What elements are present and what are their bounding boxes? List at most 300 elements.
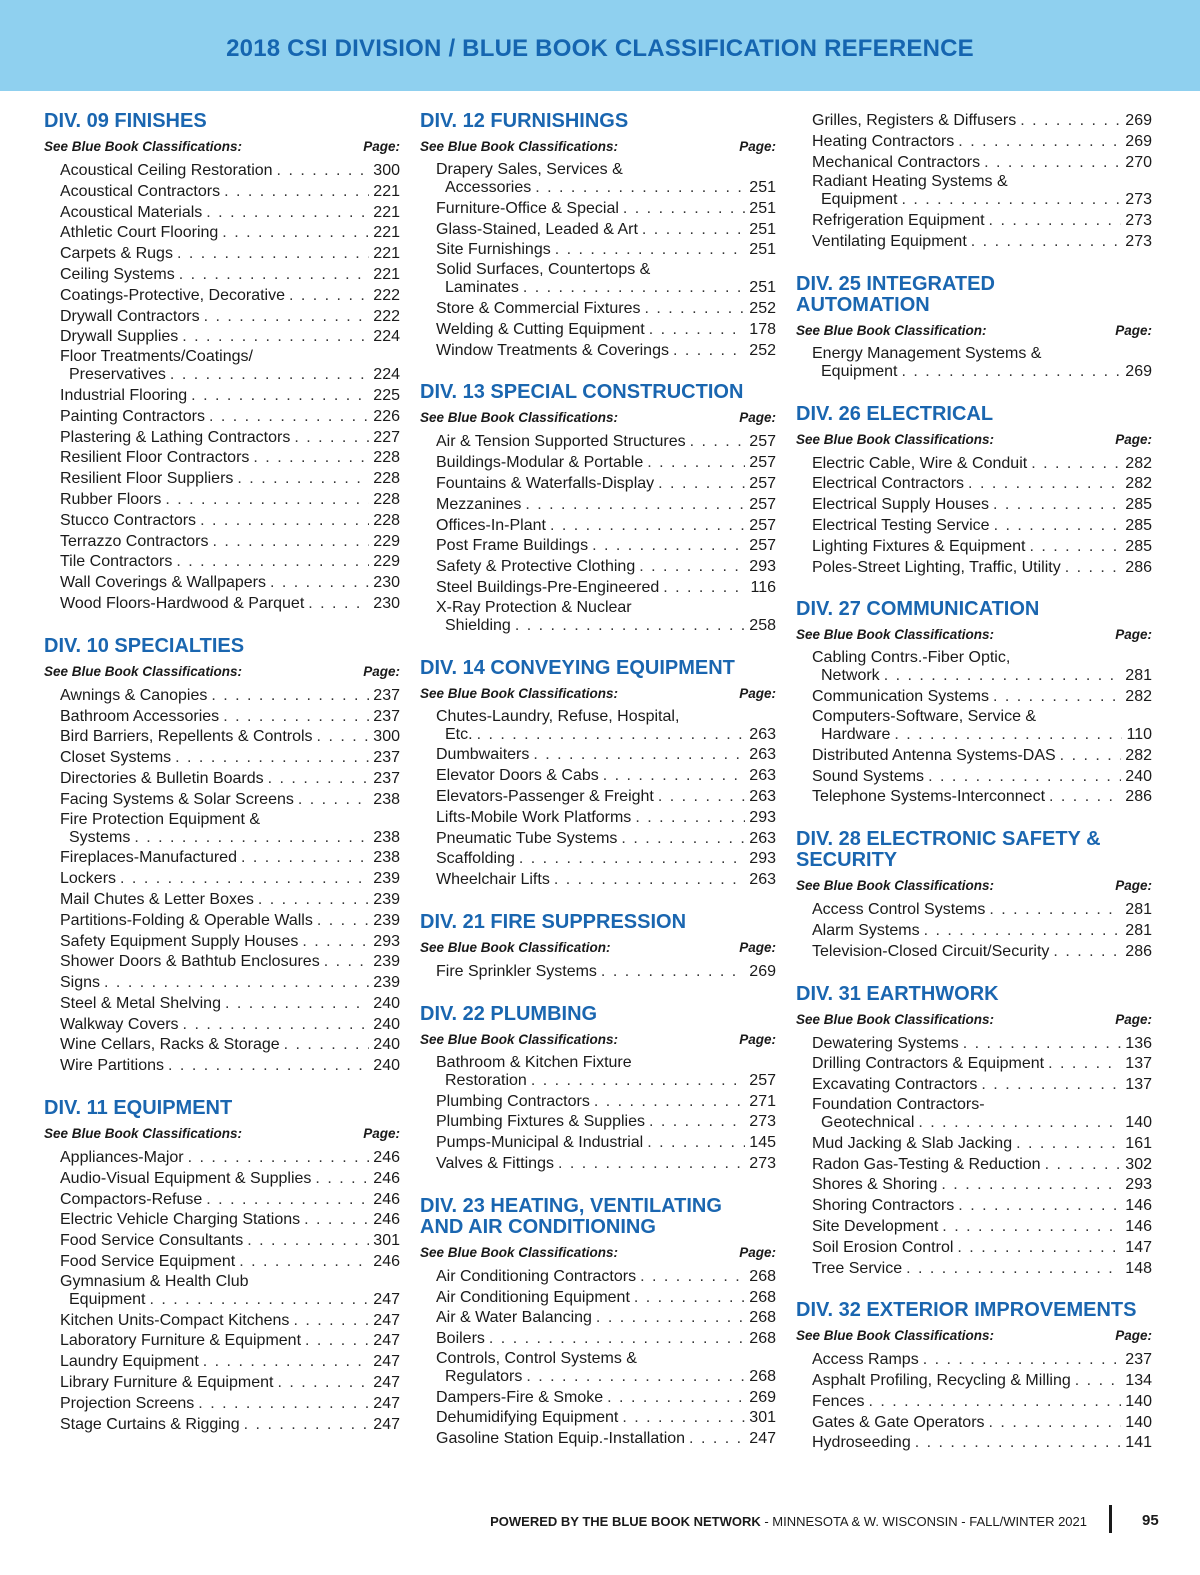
item-row [60, 469, 400, 490]
item-name: Walkway Covers [60, 1015, 179, 1033]
item-page: 140 [1125, 1113, 1152, 1131]
list-item [60, 952, 400, 973]
list-item [60, 1210, 400, 1231]
item-name: Awnings & Canopies [60, 686, 208, 704]
item-name-continued: Equipment [821, 191, 898, 209]
item-page: 140 [1125, 1392, 1152, 1410]
division-title-line: DIV. 28 ELECTRONIC SAFETY & [796, 828, 1101, 851]
item-row [812, 942, 1152, 963]
item-row [60, 890, 400, 911]
dot-leader [239, 1252, 369, 1273]
list-item [436, 849, 776, 870]
item-page: 257 [749, 516, 776, 534]
item-name: Store & Commercial Fixtures [436, 299, 641, 317]
classification-header [796, 323, 1152, 338]
item-page: 293 [373, 932, 400, 950]
item-page: 238 [373, 828, 400, 846]
item-page: 268 [749, 1330, 776, 1348]
item-name: Grilles, Registers & Diffusers [812, 112, 1017, 129]
item-name: Gasoline Station Equip.-Installation [436, 1430, 686, 1448]
division-title-line: DIV. 26 ELECTRICAL [796, 402, 994, 425]
item-page: 247 [373, 1290, 400, 1308]
item-row [812, 1371, 1152, 1392]
item-name: Partitions-Folding & Operable Walls [60, 911, 313, 929]
item-row [60, 1394, 400, 1415]
item-name: Pumps-Municipal & Industrial [436, 1134, 644, 1152]
item-name: Air & Water Balancing [436, 1309, 592, 1327]
list-item [60, 490, 400, 511]
item-name: Resilient Floor Contractors [60, 449, 250, 467]
list-item [60, 811, 400, 849]
dot-leader [689, 1429, 745, 1450]
item-page: 247 [373, 1394, 400, 1412]
column-3 [796, 111, 1152, 1475]
list-item [812, 746, 1152, 767]
list-item [436, 341, 776, 362]
item-row [812, 132, 1152, 153]
dot-leader [906, 1259, 1121, 1280]
division-section [796, 404, 1152, 579]
dot-leader [531, 1071, 745, 1092]
item-name: Soil Erosion Control [812, 1238, 954, 1256]
item-page: 269 [749, 1388, 776, 1406]
item-row [812, 1113, 1152, 1134]
list-item [436, 1133, 776, 1154]
item-row [812, 1196, 1152, 1217]
list-item [60, 1373, 400, 1394]
dot-leader [209, 407, 369, 428]
item-page: 237 [373, 769, 400, 787]
dot-leader [989, 900, 1121, 921]
item-name: Electric Cable, Wire & Conduit [812, 454, 1028, 472]
item-name: Offices-In-Plant [436, 516, 546, 534]
item-name: Refrigeration Equipment [812, 212, 985, 230]
classification-label: See Blue Book Classifications: [44, 663, 243, 679]
list-item [812, 787, 1152, 808]
list-item [60, 182, 400, 203]
item-page: 273 [749, 1154, 776, 1172]
item-page: 221 [373, 265, 400, 283]
list-item [60, 1331, 400, 1352]
list-item [812, 495, 1152, 516]
dot-leader [884, 666, 1122, 687]
classification-list [420, 161, 776, 361]
item-row [812, 1217, 1152, 1238]
item-page: 237 [373, 749, 400, 767]
item-row [436, 962, 776, 983]
item-row [60, 265, 400, 286]
division-title-line: DIV. 21 FIRE SUPPRESSION [420, 910, 687, 933]
list-item [436, 829, 776, 850]
list-item [60, 686, 400, 707]
item-page: 246 [373, 1190, 400, 1208]
page-label: Page: [1115, 1328, 1152, 1344]
classification-list [796, 345, 1152, 383]
dot-leader [968, 474, 1121, 495]
list-item [60, 428, 400, 449]
item-page: 302 [1125, 1155, 1152, 1173]
item-row [812, 111, 1152, 132]
dot-leader [200, 511, 369, 532]
item-name: Acoustical Materials [60, 203, 203, 221]
classification-header [420, 1032, 776, 1047]
item-name: Elevator Doors & Cabs [436, 767, 599, 785]
division-section [44, 1098, 400, 1435]
item-name-continued: Regulators [445, 1367, 523, 1385]
division-title [44, 1098, 400, 1119]
dot-leader [165, 490, 369, 511]
classification-label: See Blue Book Classification: [796, 322, 987, 338]
dot-leader [607, 1388, 745, 1409]
item-page: 270 [1125, 153, 1152, 171]
list-item [812, 474, 1152, 495]
list-item [812, 1413, 1152, 1434]
classification-label: See Blue Book Classifications: [44, 1126, 243, 1142]
item-name: Furniture-Office & Special [436, 199, 619, 217]
list-item [812, 1433, 1152, 1454]
dot-leader [1065, 558, 1122, 579]
item-row [60, 511, 400, 532]
item-row [436, 320, 776, 341]
item-row [60, 286, 400, 307]
item-row [436, 199, 776, 220]
list-item [60, 1231, 400, 1252]
list-item [60, 386, 400, 407]
list-item [436, 516, 776, 537]
item-name: Tree Service [812, 1259, 903, 1277]
item-row [60, 686, 400, 707]
item-name: Appliances-Major [60, 1149, 184, 1167]
column-2 [420, 111, 776, 1471]
item-page: 226 [373, 407, 400, 425]
dot-leader [206, 203, 369, 224]
item-row [436, 1367, 776, 1388]
list-item [436, 599, 776, 637]
dot-leader [1053, 942, 1121, 963]
classification-list [420, 432, 776, 636]
item-page: 221 [373, 182, 400, 200]
item-name: Shoring Contractors [812, 1197, 955, 1215]
classification-list [420, 1054, 776, 1175]
division-title [796, 404, 1152, 425]
list-item [60, 552, 400, 573]
item-name: Poles-Street Lighting, Traffic, Utility [812, 558, 1061, 576]
item-page: 230 [373, 594, 400, 612]
dot-leader [525, 495, 745, 516]
dot-leader [658, 474, 745, 495]
dot-leader [603, 766, 746, 787]
list-item [60, 265, 400, 286]
item-page: 263 [749, 746, 776, 764]
item-page: 257 [749, 433, 776, 451]
dot-leader [241, 848, 369, 869]
list-item [812, 1075, 1152, 1096]
item-row [812, 1392, 1152, 1413]
dot-leader [993, 495, 1121, 516]
list-item [60, 307, 400, 328]
dot-leader [550, 516, 745, 537]
division-section [420, 658, 776, 891]
item-name: Plumbing Fixtures & Supplies [436, 1113, 645, 1131]
item-name: Stage Curtains & Rigging [60, 1415, 240, 1433]
list-item [60, 1190, 400, 1211]
page-label: Page: [739, 1031, 776, 1047]
page-label: Page: [363, 1126, 400, 1142]
item-row [60, 1169, 400, 1190]
item-page: 237 [373, 707, 400, 725]
classification-header [44, 139, 400, 154]
item-page: 293 [749, 850, 776, 868]
list-item [60, 890, 400, 911]
dot-leader [526, 1367, 745, 1388]
item-page: 239 [373, 974, 400, 992]
dot-leader [993, 687, 1121, 708]
item-page: 273 [749, 1113, 776, 1131]
dot-leader [1020, 111, 1121, 132]
item-name: Painting Contractors [60, 407, 205, 425]
item-page: 148 [1125, 1259, 1152, 1277]
item-page: 263 [749, 871, 776, 889]
item-name: Communication Systems [812, 688, 989, 706]
list-item [60, 448, 400, 469]
item-row [812, 666, 1152, 687]
dot-leader [621, 829, 745, 850]
item-name: Industrial Flooring [60, 386, 188, 404]
list-item [60, 286, 400, 307]
item-name: Library Furniture & Equipment [60, 1374, 274, 1392]
footer-brand: POWERED BY THE BLUE BOOK NETWORK [490, 1514, 761, 1529]
dot-leader [277, 161, 370, 182]
dot-leader [177, 244, 369, 265]
item-row [436, 578, 776, 599]
item-name: Glass-Stained, Leaded & Art [436, 220, 638, 238]
item-row [60, 161, 400, 182]
item-row [812, 1034, 1152, 1055]
list-item [812, 537, 1152, 558]
footer-divider [1109, 1505, 1112, 1533]
item-page: 268 [749, 1309, 776, 1327]
item-name: Site Development [812, 1217, 939, 1235]
item-row [812, 1155, 1152, 1176]
item-name: Wall Coverings & Wallpapers [60, 574, 266, 592]
classification-header [44, 1126, 400, 1141]
item-page: 239 [373, 953, 400, 971]
item-name: Foundation Contractors- [812, 1095, 985, 1113]
list-item [436, 870, 776, 891]
dot-leader [324, 952, 370, 973]
item-name: Wine Cellars, Racks & Storage [60, 1036, 280, 1054]
dot-leader [690, 432, 746, 453]
item-row [60, 490, 400, 511]
item-name: Signs [60, 974, 101, 992]
item-page: 285 [1125, 516, 1152, 534]
dot-leader [923, 1350, 1122, 1371]
list-item [60, 407, 400, 428]
dot-leader [298, 790, 369, 811]
item-name: Safety Equipment Supply Houses [60, 932, 299, 950]
page-label: Page: [363, 139, 400, 154]
list-item [812, 900, 1152, 921]
item-row [436, 725, 776, 746]
division-title [796, 829, 1152, 871]
item-row [812, 1433, 1152, 1454]
item-page: 145 [749, 1134, 776, 1152]
item-row [60, 448, 400, 469]
page-label: Page: [1115, 322, 1152, 338]
list-item [812, 1259, 1152, 1280]
item-name: Air Conditioning Contractors [436, 1267, 637, 1285]
item-page: 263 [749, 767, 776, 785]
item-page: 268 [749, 1288, 776, 1306]
dot-leader [868, 1392, 1121, 1413]
division-title [796, 1300, 1152, 1321]
item-page: 229 [373, 553, 400, 571]
item-name: Mud Jacking & Slab Jacking [812, 1134, 1013, 1152]
item-page: 285 [1125, 496, 1152, 514]
item-row [812, 1134, 1152, 1155]
division-title-line: DIV. 11 EQUIPMENT [44, 1097, 233, 1120]
item-row [60, 244, 400, 265]
division-title-line: DIV. 31 EARTHWORK [796, 982, 999, 1005]
division-title-line: DIV. 09 FINISHES [44, 110, 207, 132]
dot-leader [176, 552, 369, 573]
item-row [436, 299, 776, 320]
item-name: Audio-Visual Equipment & Supplies [60, 1169, 312, 1187]
classification-list [420, 1267, 776, 1450]
dot-leader [206, 1190, 369, 1211]
item-row [436, 1429, 776, 1450]
page-label: Page: [363, 663, 400, 679]
dot-leader [258, 890, 369, 911]
dot-leader [477, 725, 746, 746]
item-page: 252 [749, 341, 776, 359]
item-row [436, 1308, 776, 1329]
item-name: Steel & Metal Shelving [60, 994, 221, 1012]
item-name: Television-Closed Circuit/Security [812, 942, 1050, 960]
item-name: Closet Systems [60, 749, 172, 767]
item-name: Lighting Fixtures & Equipment [812, 537, 1026, 555]
item-row [436, 1388, 776, 1409]
item-name: Dewatering Systems [812, 1034, 959, 1052]
item-page: 134 [1125, 1372, 1152, 1390]
item-row [436, 1071, 776, 1092]
classification-header [420, 139, 776, 154]
item-row [812, 1075, 1152, 1096]
division-section [420, 1196, 776, 1450]
page-label: Page: [739, 1244, 776, 1260]
list-item [60, 1273, 400, 1311]
item-name: Air & Tension Supported Structures [436, 433, 686, 451]
item-name: Tile Contractors [60, 553, 173, 571]
dot-leader [658, 787, 745, 808]
list-item [436, 578, 776, 599]
dot-leader [225, 994, 369, 1015]
division-title-line: SECURITY [796, 849, 898, 872]
dot-leader [634, 1288, 745, 1309]
item-name: Alarm Systems [812, 921, 920, 939]
classification-list [44, 161, 400, 615]
dot-leader [981, 1075, 1121, 1096]
division-title [796, 274, 1152, 316]
dot-leader [984, 153, 1121, 174]
item-row [436, 1288, 776, 1309]
dot-leader [963, 1034, 1122, 1055]
item-page: 137 [1125, 1076, 1152, 1094]
item-row [60, 911, 400, 932]
dot-leader [244, 1415, 370, 1436]
classification-list [44, 686, 400, 1077]
item-page: 251 [749, 220, 776, 238]
item-name: Lifts-Mobile Work Platforms [436, 808, 632, 826]
page-label: Page: [739, 410, 776, 426]
item-name-continued: Equipment [821, 362, 898, 380]
dot-leader [1075, 1371, 1122, 1392]
item-row [60, 790, 400, 811]
division-title-line: DIV. 25 INTEGRATED [796, 272, 995, 295]
item-row [812, 1054, 1152, 1075]
page-label: Page: [739, 939, 776, 955]
item-name: Wheelchair Lifts [436, 871, 550, 889]
item-page: 221 [373, 224, 400, 242]
list-item [436, 1054, 776, 1092]
division-title [44, 111, 400, 132]
list-item [60, 1056, 400, 1077]
item-page: 269 [1125, 362, 1152, 380]
dot-leader [957, 1238, 1121, 1259]
item-row [60, 1252, 400, 1273]
item-name: Ventilating Equipment [812, 232, 967, 250]
dot-leader [317, 911, 369, 932]
division-section [44, 636, 400, 1077]
dot-leader [640, 1267, 745, 1288]
item-page: 222 [373, 286, 400, 304]
item-page: 239 [373, 911, 400, 929]
item-page: 263 [749, 829, 776, 847]
item-row [60, 994, 400, 1015]
dot-leader [533, 745, 745, 766]
dot-leader [223, 707, 369, 728]
division-title-line: AUTOMATION [796, 293, 930, 316]
item-row [60, 1190, 400, 1211]
item-name: Shores & Shoring [812, 1176, 938, 1194]
item-name: Athletic Court Flooring [60, 224, 219, 242]
item-row [436, 808, 776, 829]
dot-leader [294, 428, 369, 449]
item-row [812, 474, 1152, 495]
item-name: Food Service Consultants [60, 1232, 244, 1250]
list-item [60, 532, 400, 553]
item-row [60, 552, 400, 573]
list-item [436, 453, 776, 474]
item-name: Acoustical Ceiling Restoration [60, 162, 273, 179]
division-section [796, 829, 1152, 962]
list-item [60, 594, 400, 615]
list-item [60, 1252, 400, 1273]
item-row [60, 1311, 400, 1332]
list-item [436, 1408, 776, 1429]
list-item [436, 745, 776, 766]
item-row [60, 1015, 400, 1036]
item-page: 228 [373, 511, 400, 529]
item-name: Cabling Contrs.-Fiber Optic, [812, 649, 1011, 667]
dot-leader [302, 932, 369, 953]
item-page: 269 [1125, 112, 1152, 129]
item-name: Resilient Floor Suppliers [60, 470, 234, 488]
item-name: Directories & Bulletin Boards [60, 769, 264, 787]
item-name: Electric Vehicle Charging Stations [60, 1211, 301, 1229]
division-title-line: DIV. 22 PLUMBING [420, 1002, 598, 1025]
division-section [796, 1300, 1152, 1454]
